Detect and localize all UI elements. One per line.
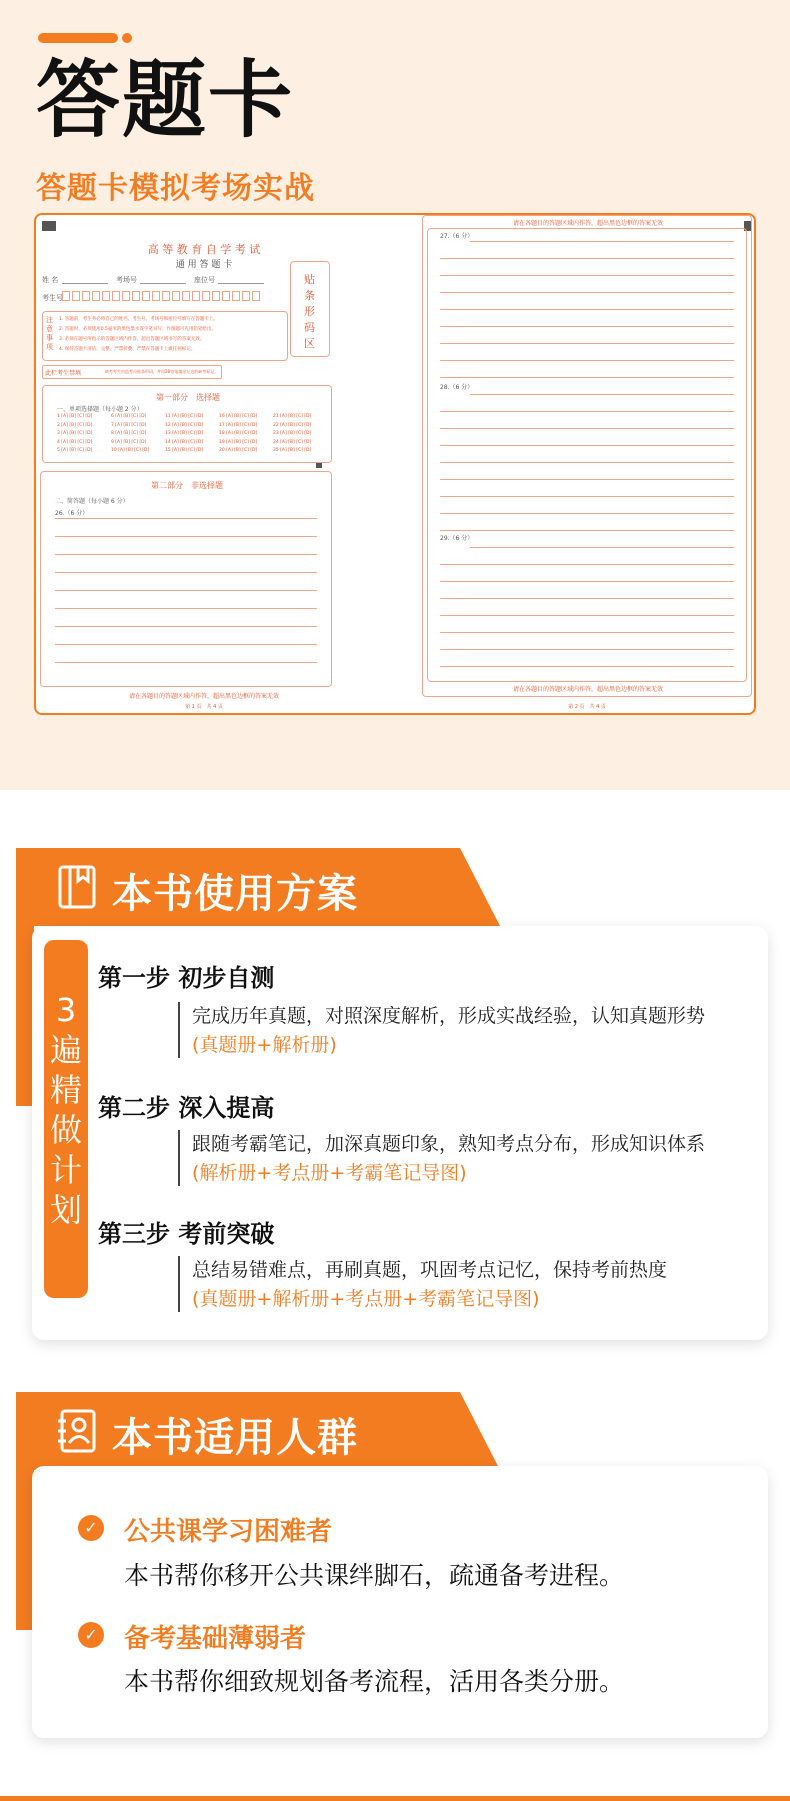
- choice-item: 2 [A] [B] [C] [D]: [57, 422, 93, 428]
- answer-line: [440, 649, 734, 650]
- seat-line: [218, 283, 264, 284]
- answer-line: [440, 666, 734, 667]
- notice-label: 注 意 事 项: [46, 316, 53, 351]
- check-icon: ✓: [78, 1515, 104, 1541]
- warn-text-left: 请在各题目的答题区域内作答，超出黑色边框的答案无效: [128, 693, 279, 700]
- part2-box: [40, 471, 332, 687]
- choice-item: 1 [A] [B] [C] [D]: [57, 414, 93, 419]
- answer-sheet-image: [34, 213, 756, 715]
- choice-item: 4 [A] [B] [C] [D]: [57, 439, 93, 445]
- step-1-bar: [178, 1002, 180, 1058]
- answer-line: [440, 496, 734, 497]
- decor-dot: [122, 33, 132, 43]
- check-icon: ✓: [78, 1622, 104, 1648]
- student-id-cell: [252, 291, 260, 301]
- barcode-label: 贴 条 形 码 区: [304, 273, 315, 350]
- student-id-label: 考生号: [42, 294, 63, 302]
- student-id-cell: [62, 291, 70, 301]
- student-id-cell: [242, 291, 250, 301]
- answer-line: [55, 536, 317, 537]
- answer-line: [440, 615, 734, 616]
- choice-item: 3 [A] [B] [C] [D]: [57, 431, 93, 436]
- sheet-mark: [316, 463, 322, 468]
- part1-sub: 一、单项选择题（每小题 2 分）: [57, 406, 143, 413]
- part2-sub: 二、简答题（每小题 6 分）: [55, 498, 129, 505]
- answer-line: [55, 644, 317, 645]
- book-icon: [56, 864, 100, 910]
- page-number-2: 第 2 页 共 4 页: [568, 704, 606, 710]
- badge-char: 精: [49, 1071, 82, 1109]
- answer-line: [440, 445, 734, 446]
- choice-item: 20 [A] [B] [C] [D]: [219, 448, 258, 453]
- notice-line-2: 2. 答题时，必须使用0.5毫米的黑色墨水签字笔书写；作图题可先用铅笔绘出。: [59, 327, 216, 332]
- absent-note: 缺考考生由监考员贴条形码，并用2B铅笔填涂左边的缺考标记。: [105, 369, 219, 374]
- q26-label: 26.（6 分）: [55, 510, 89, 517]
- warn-text-right: 请在各题目的答题区域内作答，超出黑色边框的答案无效: [512, 686, 663, 693]
- answer-line: [440, 360, 734, 361]
- absent-box: [42, 365, 222, 379]
- answer-line: [470, 547, 734, 548]
- notice-line-1: 1. 答题前，考生务必将自己的姓名、考生号、考场号和座位号填写在答题卡上。: [59, 317, 218, 322]
- answer-line: [440, 343, 734, 344]
- part1-box: [42, 385, 332, 463]
- student-id-cell: [82, 291, 90, 301]
- step-3-books: (真题册+解析册+考点册+考霸笔记导图): [192, 1288, 540, 1310]
- answer-line: [470, 241, 734, 242]
- student-id-cell: [232, 291, 240, 301]
- q29-label: 29.（6 分）: [440, 535, 474, 542]
- answer-line: [55, 626, 317, 627]
- choice-item: 16 [A] [B] [C] [D]: [219, 414, 258, 419]
- student-id-cell: [182, 291, 190, 301]
- warn-text-right-top: 请在各题目的答题区域内作答，超出黑色边框的答案无效: [512, 220, 663, 227]
- student-id-cell: [172, 291, 180, 301]
- step-3-desc: 总结易错难点，再刷真题，巩固考点记忆，保持考前热度: [192, 1259, 668, 1281]
- ticket-label: 考场号: [116, 276, 137, 284]
- step-1-desc: 完成历年真题，对照深度解析，形成实战经验，认知真题形势: [192, 1005, 706, 1027]
- part2-title: 第二部分 非选择题: [151, 481, 223, 490]
- step-3-heading: 第三步 考前突破: [98, 1220, 275, 1248]
- answer-line: [55, 608, 317, 609]
- answer-line: [55, 554, 317, 555]
- choice-item: 22 [A] [B] [C] [D]: [273, 422, 312, 428]
- choice-item: 13 [A] [B] [C] [D]: [165, 431, 204, 436]
- choice-item: 23 [A] [B] [C] [D]: [273, 431, 312, 436]
- student-id-cell: [222, 291, 230, 301]
- choice-item: 18 [A] [B] [C] [D]: [219, 431, 258, 436]
- step-2-bar: [178, 1130, 180, 1186]
- name-label: 姓 名: [42, 276, 59, 284]
- ticket-line: [140, 283, 186, 284]
- choice-item: 11 [A] [B] [C] [D]: [165, 414, 204, 419]
- choice-item: 14 [A] [B] [C] [D]: [165, 439, 204, 445]
- audience-2-desc: 本书帮你细致规划备考流程，活用各类分册。: [124, 1667, 625, 1696]
- badge-char: 遍: [49, 1031, 82, 1069]
- step-1-heading: 第一步 初步自测: [98, 964, 275, 992]
- choice-item: 25 [A] [B] [C] [D]: [273, 448, 312, 453]
- answer-line: [440, 309, 734, 310]
- step-2-heading: 第二步 深入提高: [98, 1094, 275, 1122]
- choice-item: 6 [A] [B] [C] [D]: [111, 414, 147, 419]
- student-id-cell: [102, 291, 110, 301]
- answer-line: [440, 462, 734, 463]
- name-line: [62, 283, 108, 284]
- answer-line: [470, 394, 734, 395]
- audience-1-title: 公共课学习困难者: [124, 1517, 333, 1547]
- choice-item: 10 [A] [B] [C] [D]: [111, 448, 150, 453]
- choice-item: 15 [A] [B] [C] [D]: [165, 448, 204, 453]
- right-page-box: [422, 215, 752, 697]
- answer-line: [440, 411, 734, 412]
- answer-line: [440, 377, 734, 378]
- student-id-cell: [72, 291, 80, 301]
- step-2-desc: 跟随考霸笔记，加深真题印象，熟知考点分布，形成知识体系: [192, 1133, 706, 1155]
- decor-pill: [38, 33, 118, 43]
- notice-box: [42, 311, 288, 361]
- choice-item: 8 [A] [B] [C] [D]: [111, 431, 147, 436]
- choice-item: 5 [A] [B] [C] [D]: [57, 448, 93, 453]
- plan-title: 本书使用方案: [112, 871, 358, 917]
- badge-char: 做: [49, 1111, 82, 1149]
- choice-item: 21 [A] [B] [C] [D]: [273, 414, 312, 419]
- answer-line: [440, 513, 734, 514]
- notice-line-3: 3. 必须在题号所指示的答题区域内作答，超出答题区域书写的答案无效。: [59, 337, 205, 342]
- audience-title: 本书适用人群: [112, 1415, 358, 1461]
- step-2-books: (解析册+考点册+考霸笔记导图): [192, 1162, 467, 1184]
- student-id-cell: [112, 291, 120, 301]
- answer-line: [440, 479, 734, 480]
- notice-line-4: 4. 保持答题卡清洁、完整，严禁折叠、严禁在答题卡上做任何标记。: [59, 347, 196, 352]
- choice-item: 7 [A] [B] [C] [D]: [111, 422, 147, 428]
- choice-item: 19 [A] [B] [C] [D]: [219, 439, 258, 445]
- audience-header-slant: [400, 1392, 500, 1470]
- step-1-books: (真题册+解析册): [192, 1034, 337, 1056]
- absent-label: 此栏考生禁填: [45, 370, 82, 377]
- sheet-corner-mark: [42, 221, 56, 231]
- answer-line: [440, 292, 734, 293]
- choice-item: 12 [A] [B] [C] [D]: [165, 422, 204, 428]
- q27-label: 27.（6 分）: [440, 233, 474, 240]
- answer-line: [440, 326, 734, 327]
- q28-label: 28.（6 分）: [440, 384, 474, 391]
- badge-char: 3: [55, 991, 77, 1029]
- badge-char: 划: [49, 1191, 82, 1229]
- student-id-cell: [122, 291, 130, 301]
- exam-title: 高 等 教 育 自 学 考 试: [147, 243, 261, 256]
- page-subtitle: 答题卡模拟考场实战: [36, 171, 315, 206]
- barcode-box: [290, 261, 330, 357]
- choice-item: 17 [A] [B] [C] [D]: [219, 422, 258, 428]
- student-id-cell: [212, 291, 220, 301]
- answer-line: [440, 530, 734, 531]
- student-id-cell: [92, 291, 100, 301]
- bottom-rule: [0, 1796, 790, 1801]
- student-id-cell: [162, 291, 170, 301]
- answer-line: [440, 428, 734, 429]
- student-id-cell: [142, 291, 150, 301]
- answer-line: [440, 598, 734, 599]
- answer-line: [55, 662, 317, 663]
- part1-title: 第一部分 选择题: [156, 393, 220, 402]
- answer-line: [440, 275, 734, 276]
- people-icon: [56, 1408, 100, 1454]
- student-id-cell: [192, 291, 200, 301]
- answer-line: [55, 518, 317, 519]
- student-id-cell: [202, 291, 210, 301]
- step-3-bar: [178, 1256, 180, 1312]
- plan-header-slant: [400, 848, 500, 926]
- student-id-cell: [132, 291, 140, 301]
- answer-line: [440, 581, 734, 582]
- choice-item: 9 [A] [B] [C] [D]: [111, 439, 147, 445]
- audience-1-desc: 本书帮你移开公共课绊脚石，疏通备考进程。: [124, 1561, 625, 1590]
- audience-2-title: 备考基础薄弱者: [124, 1624, 307, 1654]
- seat-label: 座位号: [194, 276, 215, 284]
- audience-header: [16, 1392, 432, 1470]
- student-id-cell: [152, 291, 160, 301]
- page-title: 答题卡: [36, 51, 295, 149]
- badge-char: 计: [49, 1151, 82, 1189]
- answer-line: [55, 590, 317, 591]
- answer-line: [55, 572, 317, 573]
- answer-line: [440, 632, 734, 633]
- choice-item: 24 [A] [B] [C] [D]: [273, 439, 312, 445]
- card-title: 通 用 答 题 卡: [175, 260, 233, 270]
- page-number-1: 第 1 页 共 4 页: [185, 704, 223, 710]
- plan-badge: [44, 940, 88, 1298]
- answer-line: [440, 258, 734, 259]
- plan-header: [16, 848, 432, 926]
- answer-line: [440, 564, 734, 565]
- answer-card-section: [0, 0, 790, 790]
- right-answer-area: [427, 228, 747, 682]
